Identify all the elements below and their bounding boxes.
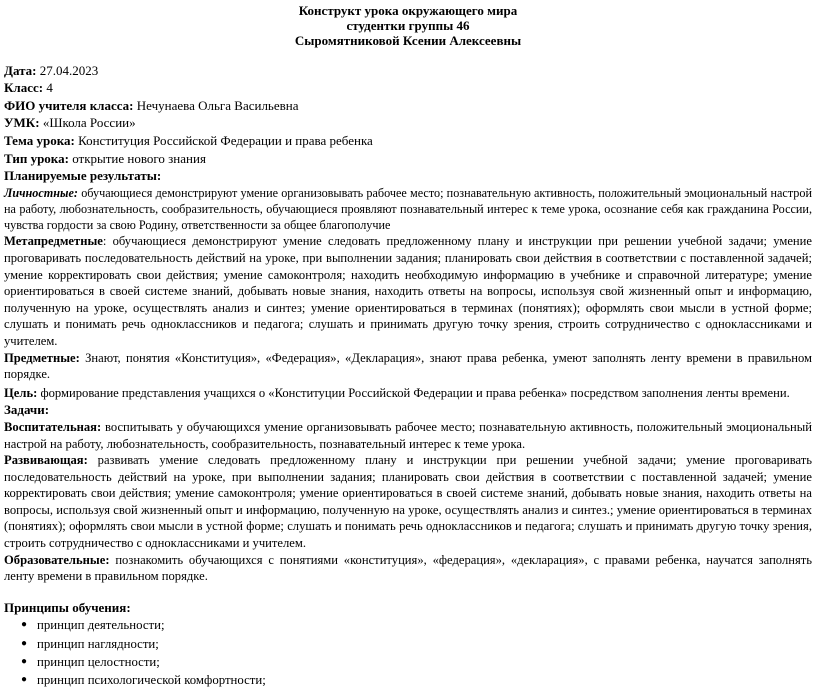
task-educational-label: Воспитательная: bbox=[4, 419, 102, 434]
teacher-label: ФИО учителя класса: bbox=[4, 97, 134, 113]
personal-text: обучающиеся демонстрируют умение организовывать рабочее место; познавательную активность, положительный эмоциональный настрой на работу, любознательность, сообразительность, обучающиеся проявляют познавательный интерес к теме урока, осознание себя как гражданина России, чувства гордости за свою Родину, ответственности за общее благополучие bbox=[4, 185, 813, 233]
task-educational bbox=[4, 419, 812, 452]
personal-label: Личностные: bbox=[4, 185, 78, 200]
goal-text: формирование представления учащихся о «Конституции Российской Федерации и права ребенка» посредством заполнения ленты времени. bbox=[40, 385, 790, 400]
personal-results bbox=[4, 185, 812, 234]
grade-label: Класс: bbox=[4, 80, 44, 96]
umk-value: «Школа России» bbox=[42, 115, 136, 131]
list-item: ● принцип целостности; bbox=[4, 653, 812, 671]
document-title bbox=[4, 3, 812, 49]
topic-value: Конституция Российской Федерации и права ребенка bbox=[78, 132, 373, 148]
subject-label: Предметные: bbox=[4, 350, 80, 365]
topic-label: Тема урока: bbox=[4, 132, 75, 148]
principles-heading: Принципы обучения: bbox=[4, 599, 131, 615]
date-label: Дата: bbox=[4, 62, 37, 78]
document-page bbox=[0, 3, 816, 689]
grade-line bbox=[4, 79, 812, 97]
meta-results bbox=[4, 233, 812, 349]
bullet-icon: ● bbox=[21, 655, 28, 667]
teacher-line bbox=[4, 97, 812, 115]
umk-line bbox=[4, 114, 812, 132]
title-line-3: Сыромятниковой Ксении Алексеевны bbox=[294, 33, 522, 49]
goal bbox=[4, 385, 812, 402]
subject-results bbox=[4, 350, 812, 383]
principles-list bbox=[4, 616, 812, 689]
lesson-type-value: открытие нового знания bbox=[72, 150, 206, 166]
lesson-type-label: Тип урока: bbox=[4, 150, 69, 166]
date-value: 27.04.2023 bbox=[39, 62, 99, 78]
list-item: ● принцип деятельности; bbox=[4, 616, 812, 634]
tasks-heading: Задачи: bbox=[4, 402, 50, 418]
title-line-1: Конструкт урока окружающего мира bbox=[298, 3, 518, 18]
topic-line bbox=[4, 132, 812, 150]
list-item: ● принцип психологической комфортности; bbox=[4, 671, 812, 689]
task-educational-text: воспитывать у обучающихся умение организовывать рабочее место; познавательную активность, положительный эмоциональный настрой на работу, любознательность, сообразительность, познавательный интерес к теме урока. bbox=[4, 419, 812, 451]
task-learning-text: познакомить обучающихся с понятиями «конституция», «федерация», «декларация», с правами ребенка, научатся заполнять ленту времени в правильном порядке. bbox=[4, 552, 813, 584]
bullet-icon: ● bbox=[21, 674, 28, 686]
bullet-icon: ● bbox=[21, 637, 28, 649]
meta-label: Метапредметные bbox=[4, 234, 103, 249]
bullet-icon: ● bbox=[21, 619, 28, 631]
goal-label: Цель: bbox=[4, 385, 38, 400]
task-developing-text: развивать умение следовать предложенному плану и инструкции при решении учебной задачи; умение проговаривать последовательность действий на уроке, при выполнении задания; планировать свои действия в соответствии с поставленной задачей; умение корректировать свои действия; умение самоконтроля; умение ориентироваться в своей системе знаний, добывать новые знания, находить ответы на вопросы, используя свой жизненный опыт и информацию, полученную на уроке, осуществлять анализ и синтез.; умение ориентироваться в терминах (понятиях); оформлять свои мысли в устной форме; слушать и понимать речь одноклассников и педагога; слушать и принимать другую точку зрения, строить сотрудничество с одноклассниками и учителем. bbox=[4, 453, 812, 551]
list-item: ● принцип наглядности; bbox=[4, 635, 812, 653]
task-developing-label: Развивающая: bbox=[4, 453, 88, 468]
umk-label: УМК: bbox=[4, 115, 40, 131]
grade-value: 4 bbox=[46, 80, 53, 96]
task-developing bbox=[4, 452, 812, 552]
task-learning-label: Образовательные: bbox=[4, 552, 110, 567]
subject-text: Знают, понятия «Конституция», «Федерация», «Декларация», знают права ребенка, умеют заполнять ленту времени в правильном порядке. bbox=[4, 350, 812, 382]
date-line bbox=[4, 62, 812, 80]
task-learning bbox=[4, 552, 812, 585]
teacher-value: Нечунаева Ольга Васильевна bbox=[136, 97, 299, 113]
meta-text: : обучающиеся демонстрируют умение следовать предложенному плану и инструкции при решении учебной задачи; умение проговаривать последовательность действий на уроке, при выполнении задания; планировать свои действия в соответствии с поставленной задачей; умение корректировать свои действия; умение самоконтроля; находить необходимую информацию в учебнике и справочной литературе; умение ориентироваться в своей системе знаний, добывать новые знания, находить ответы на вопросы, используя свой жизненный опыт и информацию, полученную на уроке, осуществлять анализ и синтез; умение ориентироваться в терминах (понятиях); оформлять свои мысли в устной форме; слушать и понимать речь одноклассников и педагога; слушать и принимать другую точку зрения, строить сотрудничество с одноклассниками и учителем. bbox=[4, 234, 812, 348]
lesson-type-line bbox=[4, 150, 812, 168]
planned-results-heading: Планируемые результаты: bbox=[4, 168, 162, 184]
title-line-2: студентки группы 46 bbox=[346, 18, 470, 34]
